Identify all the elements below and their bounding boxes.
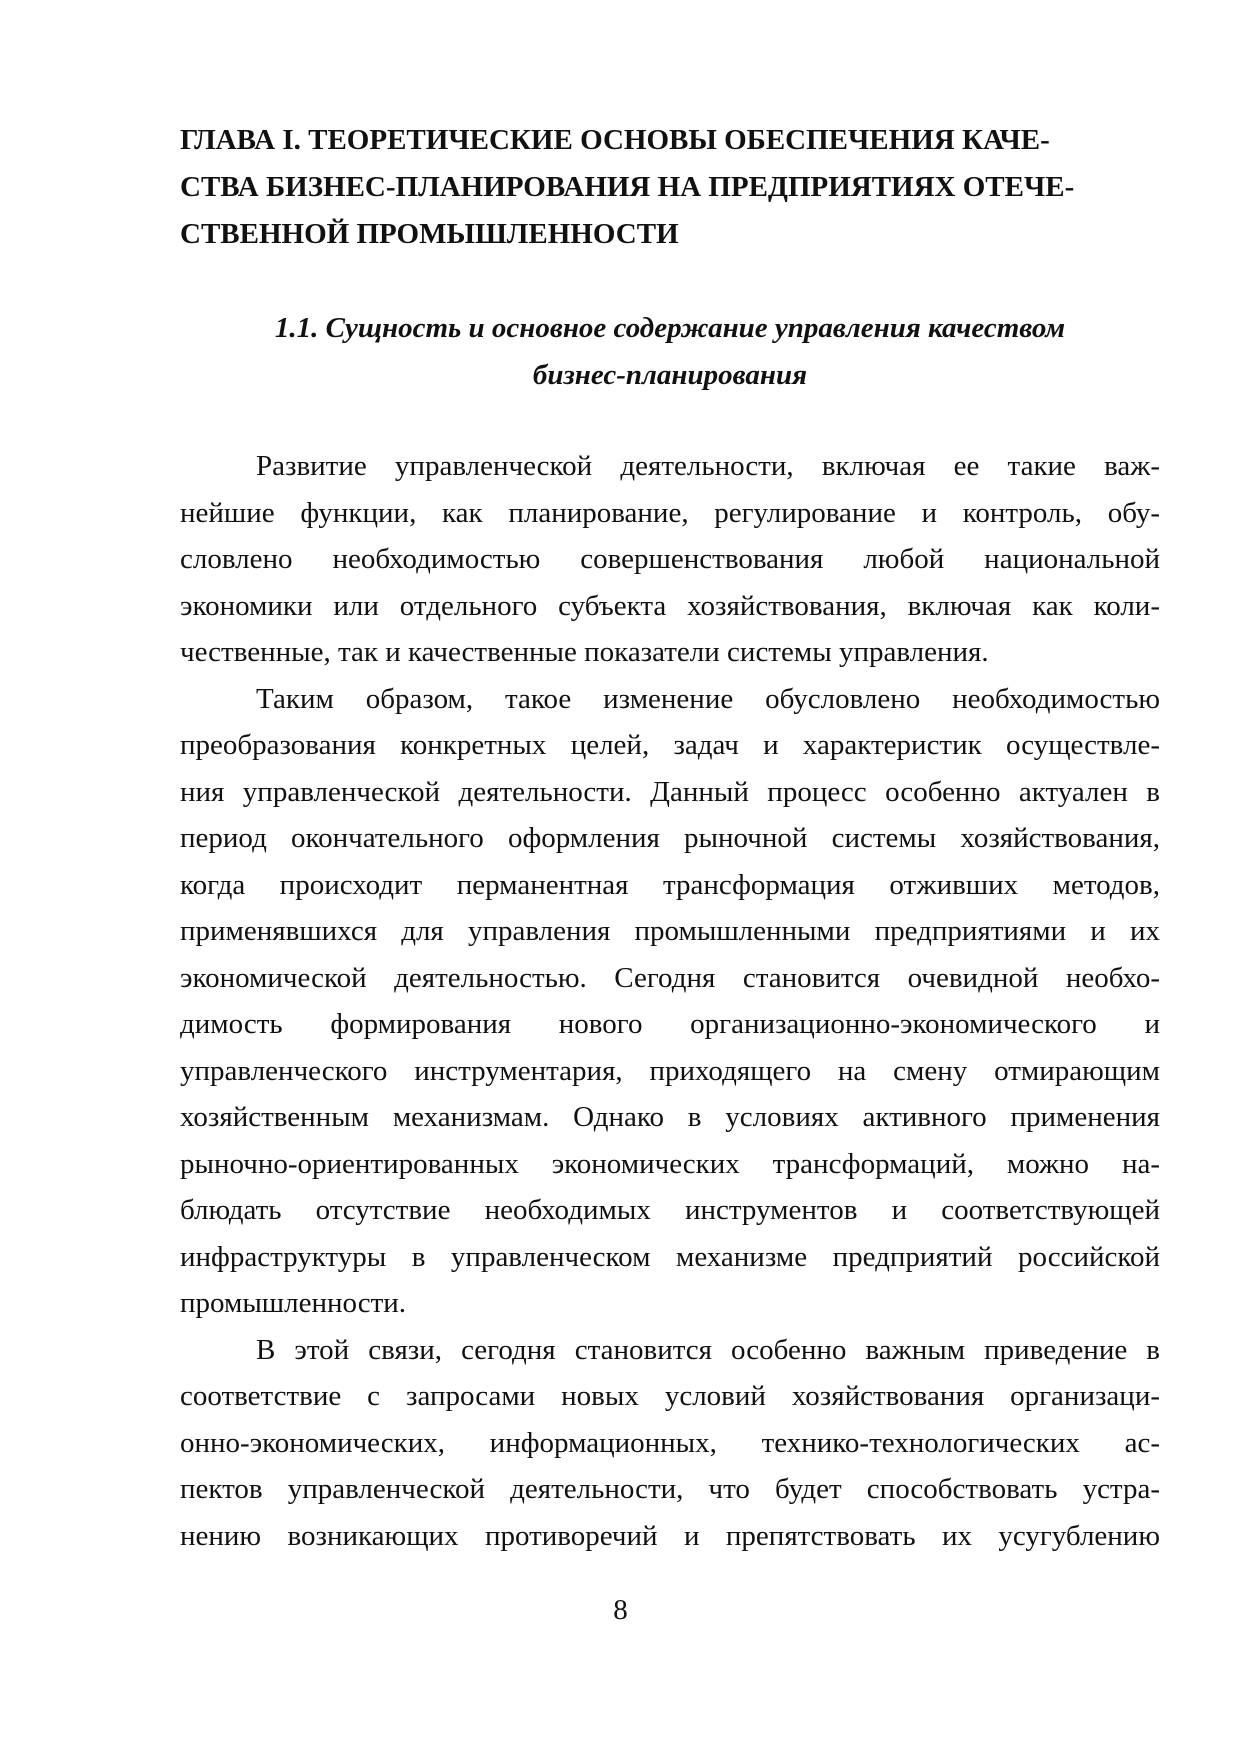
text-line: период окончательного оформления рыночной системы хозяйствования,: [180, 822, 1160, 854]
section-title-line: бизнес-планирования: [532, 359, 808, 391]
paragraph: [180, 676, 1160, 1327]
text-line: Таким образом, такое изменение обусловлено необходимостью: [256, 682, 1160, 715]
text-line: инфраструктуры в управленческом механизме предприятий российской: [180, 1240, 1160, 1273]
paragraph: [180, 443, 1160, 676]
text-line: соответствие с запросами новых условий хозяйствования организаци-: [180, 1380, 1160, 1412]
text-line: пектов управленческой деятельности, что будет способствовать устра-: [180, 1473, 1160, 1505]
section-title-line: 1.1. Сущность и основное содержание управления качеством: [274, 312, 1066, 344]
text-line: когда происходит перманентная трансформация отживших методов,: [180, 868, 1160, 901]
text-line: преобразования конкретных целей, задач и характеристик осуществле-: [180, 729, 1160, 761]
text-line: онно-экономических, информационных, технико-технологических ас-: [180, 1426, 1160, 1459]
text-line: чественные, так и качественные показатели системы управления.: [180, 636, 989, 668]
section-title: [180, 305, 1160, 399]
text-line: Развитие управленческой деятельности, включая ее такие важ-: [256, 450, 1160, 482]
text-line: димость формирования нового организационно-экономического и: [180, 1008, 1160, 1040]
text-line: блюдать отсутствие необходимых инструментов и соответствующей: [180, 1194, 1160, 1226]
paragraph: [180, 1327, 1160, 1560]
text-line: управленческого инструментария, приходящего на смену отмирающим: [180, 1054, 1160, 1087]
text-line: промышленности.: [180, 1287, 407, 1319]
text-line: экономики или отдельного субъекта хозяйствования, включая как коли-: [180, 589, 1160, 622]
chapter-title: [180, 117, 1160, 258]
text-line: применявшихся для управления промышленными предприятиями и их: [180, 915, 1160, 947]
chapter-title-line: ГЛАВА I. ТЕОРЕТИЧЕСКИЕ ОСНОВЫ ОБЕСПЕЧЕНИЯ КАЧЕ-: [180, 124, 1050, 156]
text-line: ния управленческой деятельности. Данный процесс особенно актуален в: [180, 775, 1160, 808]
body-text: [180, 443, 1160, 1559]
text-line: хозяйственным механизмам. Однако в условиях активного применения: [180, 1101, 1160, 1133]
page-number: 8: [613, 1594, 628, 1626]
text-line: В этой связи, сегодня становится особенно важным приведение в: [256, 1333, 1160, 1366]
text-line: нению возникающих противоречий и препятствовать их усугублению: [180, 1519, 1160, 1552]
text-line: словлено необходимостью совершенствования любой национальной: [180, 543, 1160, 575]
chapter-title-line: СТВЕННОЙ ПРОМЫШЛЕННОСТИ: [180, 218, 679, 250]
text-line: рыночно-ориентированных экономических трансформаций, можно на-: [180, 1147, 1160, 1180]
chapter-title-line: СТВА БИЗНЕС-ПЛАНИРОВАНИЯ НА ПРЕДПРИЯТИЯХ ОТЕЧЕ-: [180, 171, 1075, 203]
text-line: экономической деятельностью. Сегодня становится очевидной необхо-: [180, 961, 1160, 994]
text-line: нейшие функции, как планирование, регулирование и контроль, обу-: [180, 496, 1160, 529]
